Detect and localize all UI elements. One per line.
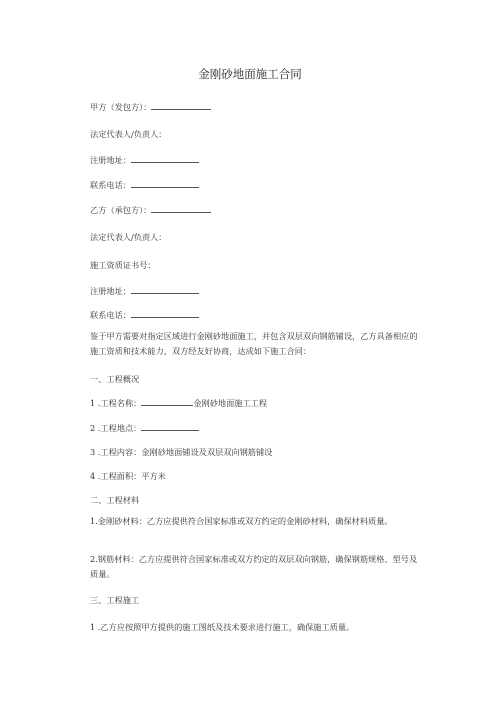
party-a-label: 甲方（发包方）： bbox=[90, 102, 152, 112]
party-b-phone-line bbox=[90, 308, 199, 322]
item-2-1: 1.金刚砂材料：乙方应提供符合国家标准或双方约定的金刚砂材料，确保材料质量。 bbox=[90, 516, 393, 526]
party-a-phone-blank bbox=[131, 178, 199, 188]
party-b-phone-label: 联系电话： bbox=[90, 310, 131, 320]
party-b-addr-label: 注册地址： bbox=[90, 286, 131, 296]
party-b-addr-line bbox=[90, 284, 199, 298]
section-2-heading: 二、工程材料 bbox=[90, 495, 140, 505]
item-1-1-blank bbox=[141, 396, 193, 406]
party-b-phone-blank bbox=[131, 308, 199, 318]
party-a-line bbox=[90, 100, 211, 114]
item-1-1-suffix: 金刚砂地面施工工程 bbox=[193, 398, 268, 408]
party-a-addr-line bbox=[90, 153, 199, 167]
party-b-line bbox=[90, 203, 211, 217]
party-a-blank bbox=[151, 100, 211, 110]
party-a-addr-label: 注册地址： bbox=[90, 155, 131, 165]
item-1-3: 3 .工程内容：金刚砂地面铺设及双层双向钢筋铺设 bbox=[90, 447, 273, 457]
item-1-2-label: 2 .工程地点： bbox=[90, 423, 142, 433]
party-a-rep: 法定代表人/负责人： bbox=[90, 129, 167, 139]
party-b-blank bbox=[151, 203, 211, 213]
item-1-1-prefix: 1 .工程名称： bbox=[90, 398, 142, 408]
party-b-label: 乙方（承包方）： bbox=[90, 205, 152, 215]
section-3-heading: 三、工程施工 bbox=[90, 595, 140, 605]
section-1-heading: 一、工程概况 bbox=[90, 374, 140, 384]
intro-paragraph bbox=[90, 329, 422, 359]
item-2-2: 2.钢筋材料：乙方应提供符合国家标准或双方约定的双层双向钢筋，确保钢筋规格、型号及质量。 bbox=[90, 554, 418, 579]
party-b-rep: 法定代表人/负责人： bbox=[90, 232, 167, 242]
party-a-phone-label: 联系电话： bbox=[90, 180, 131, 190]
item-3-1: 1 .乙方应按照甲方提供的施工图纸及技术要求进行施工，确保施工质量。 bbox=[90, 622, 355, 632]
item-1-4: 4 .工程面积：平方米 bbox=[90, 471, 166, 481]
party-a-addr-blank bbox=[131, 153, 199, 163]
item-1-2-line bbox=[90, 421, 199, 435]
intro-text: 鉴于甲方需要对指定区域进行金刚砂地面施工，并包含双层双向钢筋铺设，乙方具备相应的施工资质和技术能力，双方经友好协商，达成如下施工合同： bbox=[90, 331, 418, 356]
item-1-1-line bbox=[90, 396, 267, 410]
document-title: 金刚砂地面施工合同 bbox=[198, 67, 302, 81]
party-a-phone-line bbox=[90, 178, 199, 192]
party-b-addr-blank bbox=[131, 284, 199, 294]
item-1-2-blank bbox=[141, 421, 199, 431]
party-b-cert: 施工资质证书号： bbox=[90, 260, 156, 270]
